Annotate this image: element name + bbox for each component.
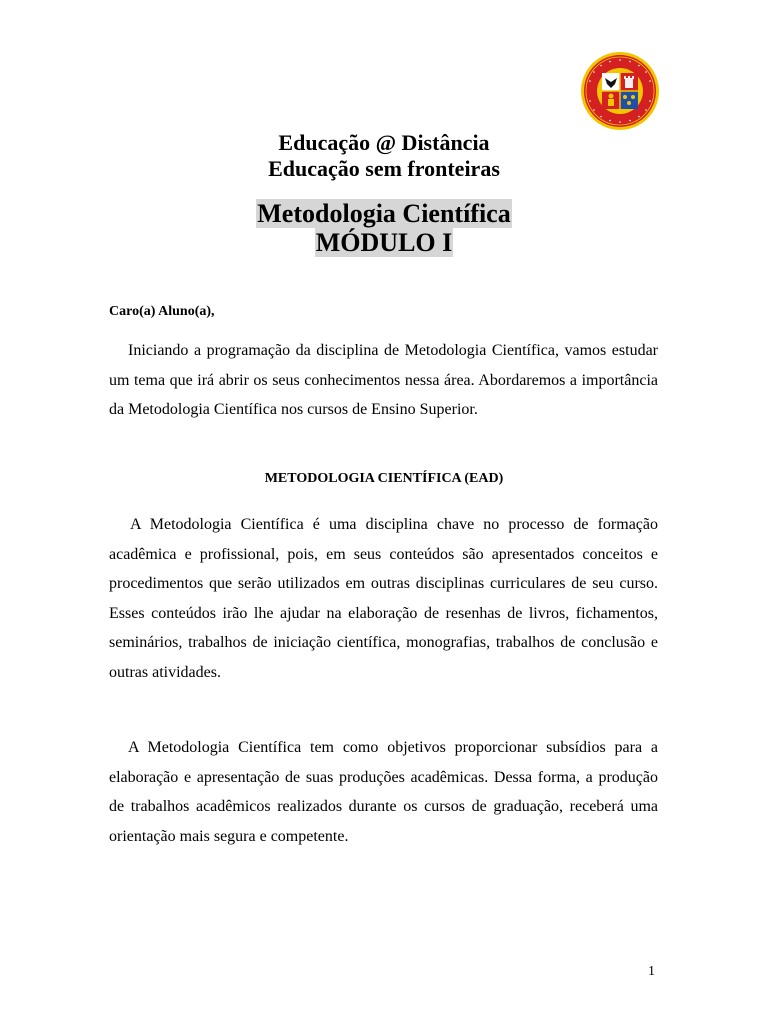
- greeting: Caro(a) Aluno(a),: [109, 304, 215, 319]
- header-line-2: Educação sem fronteiras: [268, 156, 500, 181]
- document-title: [0, 199, 768, 257]
- paragraph-intro: Iniciando a programação da disciplina de Metodologia Científica, vamos estudar um tema que irá abrir os seus conhecimentos nessa área. Abordaremos a importância da Metodologia Científica nos cursos de Ensino Superior.: [109, 342, 658, 418]
- header-line-1: Educação @ Distância: [278, 130, 490, 155]
- document-header: [0, 130, 768, 182]
- section-title: METODOLOGIA CIENTÍFICA (EAD): [264, 471, 504, 486]
- institution-seal-icon: [580, 51, 660, 131]
- paragraph-objectives: A Metodologia Científica tem como objetivos proporcionar subsídios para a elaboração e apresentação de suas produções acadêmicas. Dessa forma, a produção de trabalhos acadêmicos realizados durante os cursos de graduação, receberá uma orientação mais segura e competente.: [109, 739, 658, 845]
- title-line-1: Metodologia Científica: [257, 199, 511, 228]
- paragraph-definition: A Metodologia Científica é uma disciplina chave no processo de formação acadêmica e profissional, pois, em seus conteúdos são apresentados conceitos e procedimentos que serão utilizados em outras disciplinas curriculares de seu curso. Esses conteúdos irão lhe ajudar na elaboração de resenhas de livros, fichamentos, seminários, trabalhos de iniciação científica, monografias, trabalhos de conclusão e outras atividades.: [109, 516, 658, 681]
- page-number: 1: [648, 964, 655, 979]
- title-line-2: MÓDULO I: [315, 228, 453, 257]
